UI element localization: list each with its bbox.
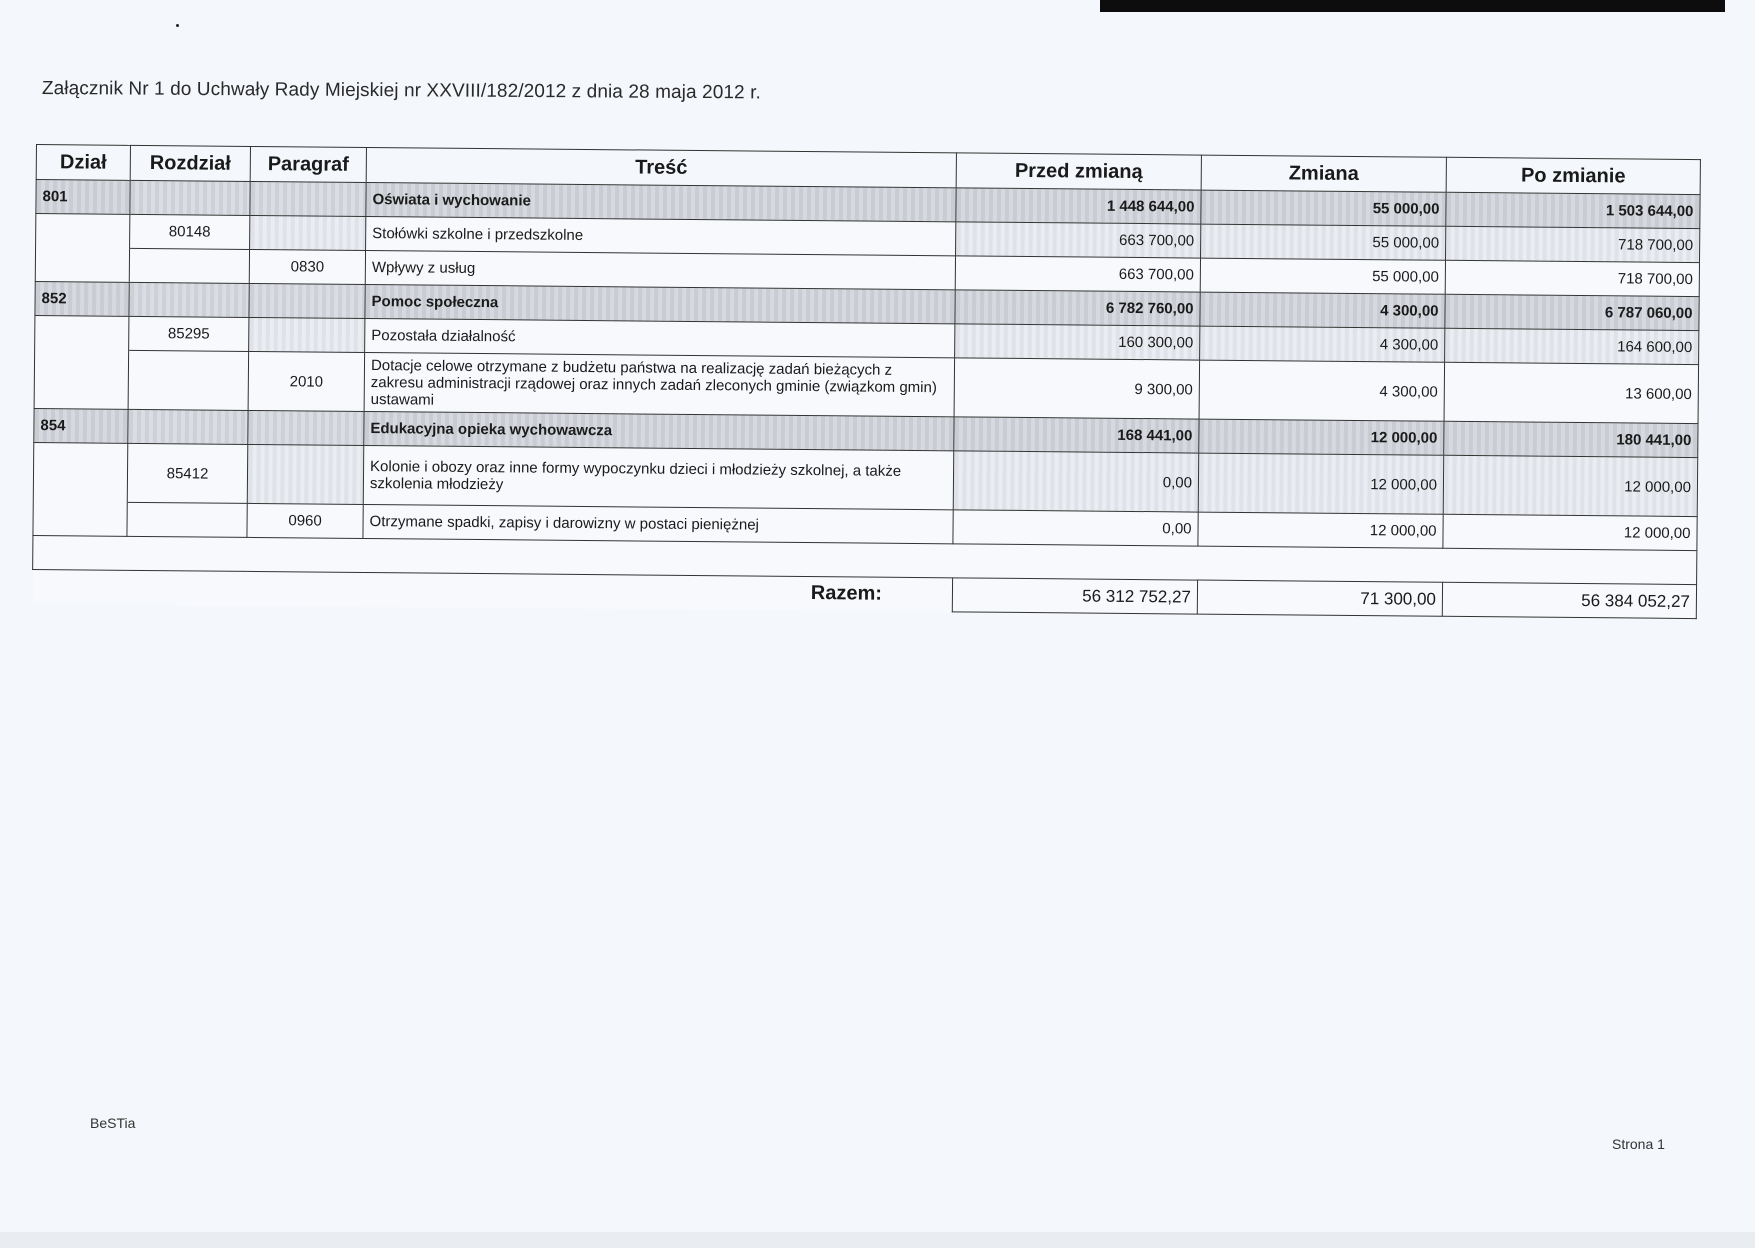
cell-paragraf — [250, 181, 366, 216]
cell-paragraf — [247, 444, 364, 504]
col-header-dzial: Dział — [36, 145, 130, 181]
cell-zmiana: 4 300,00 — [1199, 360, 1445, 421]
cell-paragraf: 0830 — [249, 249, 365, 284]
cell-dzial: 852 — [35, 281, 129, 316]
total-po: 56 384 052,27 — [1442, 582, 1696, 618]
cell-przed: 663 700,00 — [955, 256, 1200, 292]
cell-tresc: Pozostała działalność — [365, 318, 955, 357]
cell-paragraf — [248, 410, 364, 445]
cell-przed: 168 441,00 — [954, 417, 1199, 453]
col-header-paragraf: Paragraf — [250, 146, 366, 182]
cell-zmiana: 12 000,00 — [1199, 419, 1444, 455]
cell-przed: 160 300,00 — [955, 324, 1200, 360]
cell-po: 12 000,00 — [1443, 455, 1698, 516]
cell-paragraf — [249, 283, 365, 318]
scan-edge-bar — [1100, 0, 1725, 12]
cell-po: 180 441,00 — [1444, 421, 1698, 457]
cell-paragraf — [249, 317, 365, 352]
cell-przed: 663 700,00 — [956, 222, 1201, 258]
col-header-po-zmianie: Po zmianie — [1446, 157, 1700, 194]
cell-przed: 9 300,00 — [954, 358, 1200, 419]
cell-rozdzial: 80148 — [130, 214, 250, 249]
cell-tresc: Kolonie i obozy oraz inne formy wypoczynku dzieci i młodzieży szkolnej, a także szkolenia młodzieży — [363, 445, 954, 509]
cell-dzial: 854 — [34, 408, 128, 443]
cell-tresc: Stołówki szkolne i przedszkolne — [366, 216, 956, 255]
col-header-tresc: Treść — [366, 147, 956, 187]
cell-po: 718 700,00 — [1446, 226, 1700, 262]
cell-dzial — [33, 501, 127, 536]
cell-dzial — [34, 349, 129, 409]
cell-dzial — [35, 248, 129, 283]
footer-software-label: BeSTia — [90, 1115, 136, 1131]
budget-table — [32, 144, 1701, 619]
cell-tresc: Wpływy z usług — [365, 250, 955, 289]
cell-dzial — [33, 442, 128, 502]
cell-przed: 0,00 — [953, 510, 1198, 546]
cell-po: 718 700,00 — [1445, 260, 1699, 296]
cell-tresc: Oświata i wychowanie — [366, 182, 956, 221]
cell-tresc: Pomoc społeczna — [365, 284, 955, 323]
cell-paragraf — [250, 215, 366, 250]
total-zmiana: 71 300,00 — [1197, 580, 1442, 616]
cell-po: 1 503 644,00 — [1446, 192, 1700, 228]
cell-zmiana: 55 000,00 — [1201, 224, 1446, 260]
cell-tresc: Dotacje celowe otrzymane z budżetu państwa na realizację zadań bieżących z zakresu administracji rządowej oraz innych zadań zleconych gminie (związkom gmin) ustawami — [364, 352, 955, 416]
col-header-rozdzial: Rozdział — [130, 145, 250, 181]
footer-page-number: Strona 1 — [1612, 1136, 1665, 1152]
col-header-przed-zmiana: Przed zmianą — [956, 153, 1201, 190]
cell-rozdzial — [130, 180, 250, 215]
cell-dzial — [36, 214, 130, 249]
cell-zmiana: 12 000,00 — [1198, 453, 1444, 514]
cell-rozdzial: 85295 — [129, 316, 249, 351]
cell-zmiana: 55 000,00 — [1200, 258, 1445, 294]
cell-tresc: Otrzymane spadki, zapisy i darowizny w postaci pieniężnej — [363, 504, 953, 543]
cell-rozdzial — [128, 350, 249, 410]
cell-zmiana: 4 300,00 — [1200, 326, 1445, 362]
cell-rozdzial — [129, 282, 249, 317]
scan-bottom-band — [0, 1232, 1755, 1248]
cell-rozdzial: 85412 — [127, 443, 248, 503]
cell-dzial: 801 — [36, 180, 130, 215]
cell-przed: 0,00 — [953, 451, 1199, 512]
cell-paragraf: 0960 — [247, 503, 363, 538]
col-header-zmiana: Zmiana — [1201, 155, 1446, 192]
cell-zmiana: 4 300,00 — [1200, 292, 1445, 328]
cell-tresc: Edukacyjna opieka wychowawcza — [364, 411, 954, 450]
cell-rozdzial — [127, 502, 247, 537]
document-title: Załącznik Nr 1 do Uchwały Rady Miejskiej nr XXVIII/182/2012 z dnia 28 maja 2012 r. — [41, 78, 761, 104]
cell-po: 13 600,00 — [1444, 362, 1699, 423]
cell-zmiana: 12 000,00 — [1198, 512, 1443, 548]
cell-zmiana: 55 000,00 — [1201, 190, 1446, 226]
total-label: Razem: — [32, 569, 952, 611]
cell-po: 164 600,00 — [1445, 328, 1699, 364]
cell-przed: 1 448 644,00 — [956, 188, 1201, 224]
cell-paragraf: 2010 — [248, 351, 365, 411]
scan-speck — [176, 24, 179, 27]
budget-table-wrapper — [32, 144, 1700, 619]
cell-przed: 6 782 760,00 — [955, 290, 1200, 326]
cell-rozdzial — [128, 409, 248, 444]
cell-rozdzial — [129, 248, 249, 283]
cell-po: 6 787 060,00 — [1445, 294, 1699, 330]
cell-dzial — [35, 315, 129, 350]
total-przed: 56 312 752,27 — [952, 578, 1197, 614]
cell-po: 12 000,00 — [1443, 514, 1697, 550]
